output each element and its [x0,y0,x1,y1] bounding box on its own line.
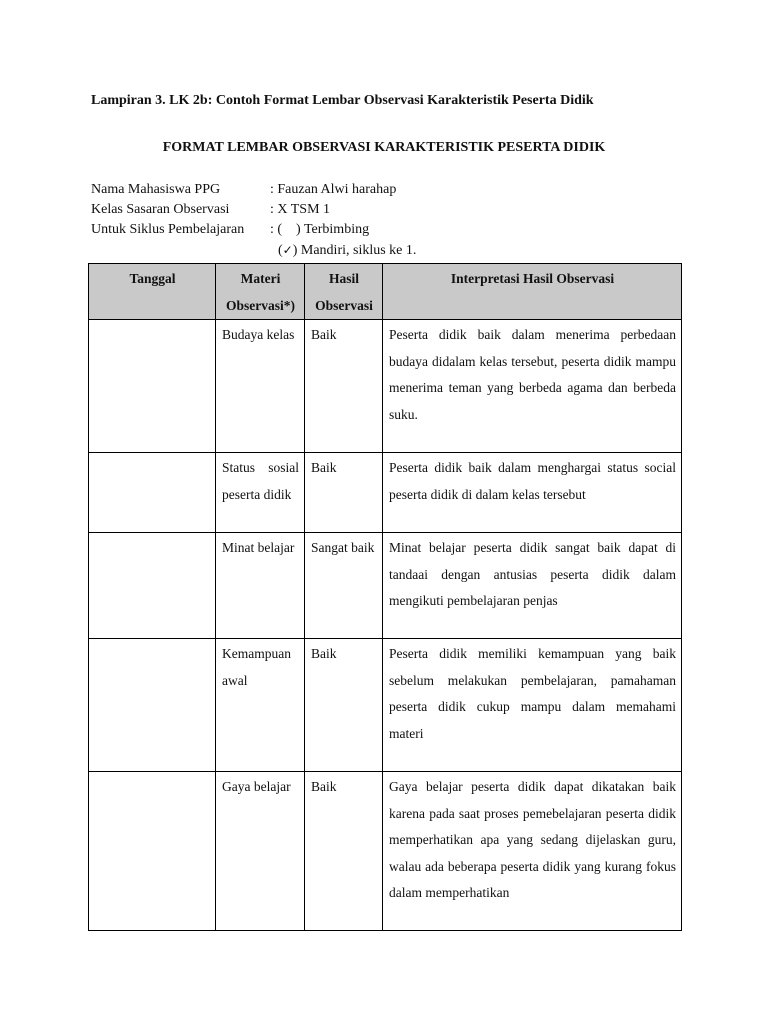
table-row [89,533,682,639]
cycle-option-open-paren: ( [278,243,283,258]
cell-interpretation: Minat belajar peserta didik sangat baik dapat di tandaai dengan antusias peserta didik dalam mengikuti pembelajaran penjas [383,533,682,639]
student-name-label: Nama Mahasiswa PPG [91,182,221,197]
cell-material: Status sosial peserta didik [216,453,305,533]
cell-date [89,453,216,533]
table-row [89,639,682,772]
table-row [89,453,682,533]
cell-material: Gaya belajar [216,772,305,931]
cell-date [89,772,216,931]
appendix-title: Lampiran 3. LK 2b: Contoh Format Lembar Observasi Karakteristik Peserta Didik [91,93,594,108]
target-class-value: : X TSM 1 [270,202,331,217]
cell-material: Budaya kelas [216,320,305,453]
cell-result: Baik [305,320,383,453]
cell-interpretation: Gaya belajar peserta didik dapat dikatakan baik karena pada saat proses pemebelajaran peserta didik memperhatikan apa yang sedang dijelaskan guru, walau ada beberapa peserta didik yang kurang fokus dalam memperhatikan [383,772,682,931]
header-date: Tanggal [89,264,216,320]
cell-result: Baik [305,772,383,931]
cycle-option-independent-label: ) Mandiri, siklus ke 1. [292,243,417,258]
cell-interpretation: Peserta didik memiliki kemampuan yang baik sebelum melakukan pembelajaran, pamahaman peserta didik cukup mampu dalam memahami materi [383,639,682,772]
cell-date [89,320,216,453]
header-interpretation: Interpretasi Hasil Observasi [383,264,682,320]
table-row [89,320,682,453]
checkmark-icon: ✓ [282,243,293,257]
cell-interpretation: Peserta didik baik dalam menghargai status social peserta didik di dalam kelas tersebut [383,453,682,533]
observation-table [88,263,682,931]
target-class-label: Kelas Sasaran Observasi [91,202,230,217]
cell-material: Minat belajar [216,533,305,639]
header-result: Hasil Observasi [305,264,383,320]
cycle-option-independent [278,240,416,261]
cell-result: Baik [305,639,383,772]
cell-result: Sangat baik [305,533,383,639]
cell-result: Baik [305,453,383,533]
cell-material: Kemampuan awal [216,639,305,772]
cell-date [89,639,216,772]
form-title: FORMAT LEMBAR OBSERVASI KARAKTERISTIK PESERTA DIDIK [162,140,606,155]
cell-interpretation: Peserta didik baik dalam menerima perbedaan budaya didalam kelas tersebut, peserta didik mampu menerima teman yang berbeda agama dan berbeda suku. [383,320,682,453]
table-header-row [89,264,682,320]
table-row [89,772,682,931]
cycle-option-guided: : ( ) Terbimbing [270,222,370,237]
learning-cycle-label: Untuk Siklus Pembelajaran [91,222,245,237]
header-material: Materi Observasi*) [216,264,305,320]
student-name-value: : Fauzan Alwi harahap [270,182,397,197]
cell-date [89,533,216,639]
